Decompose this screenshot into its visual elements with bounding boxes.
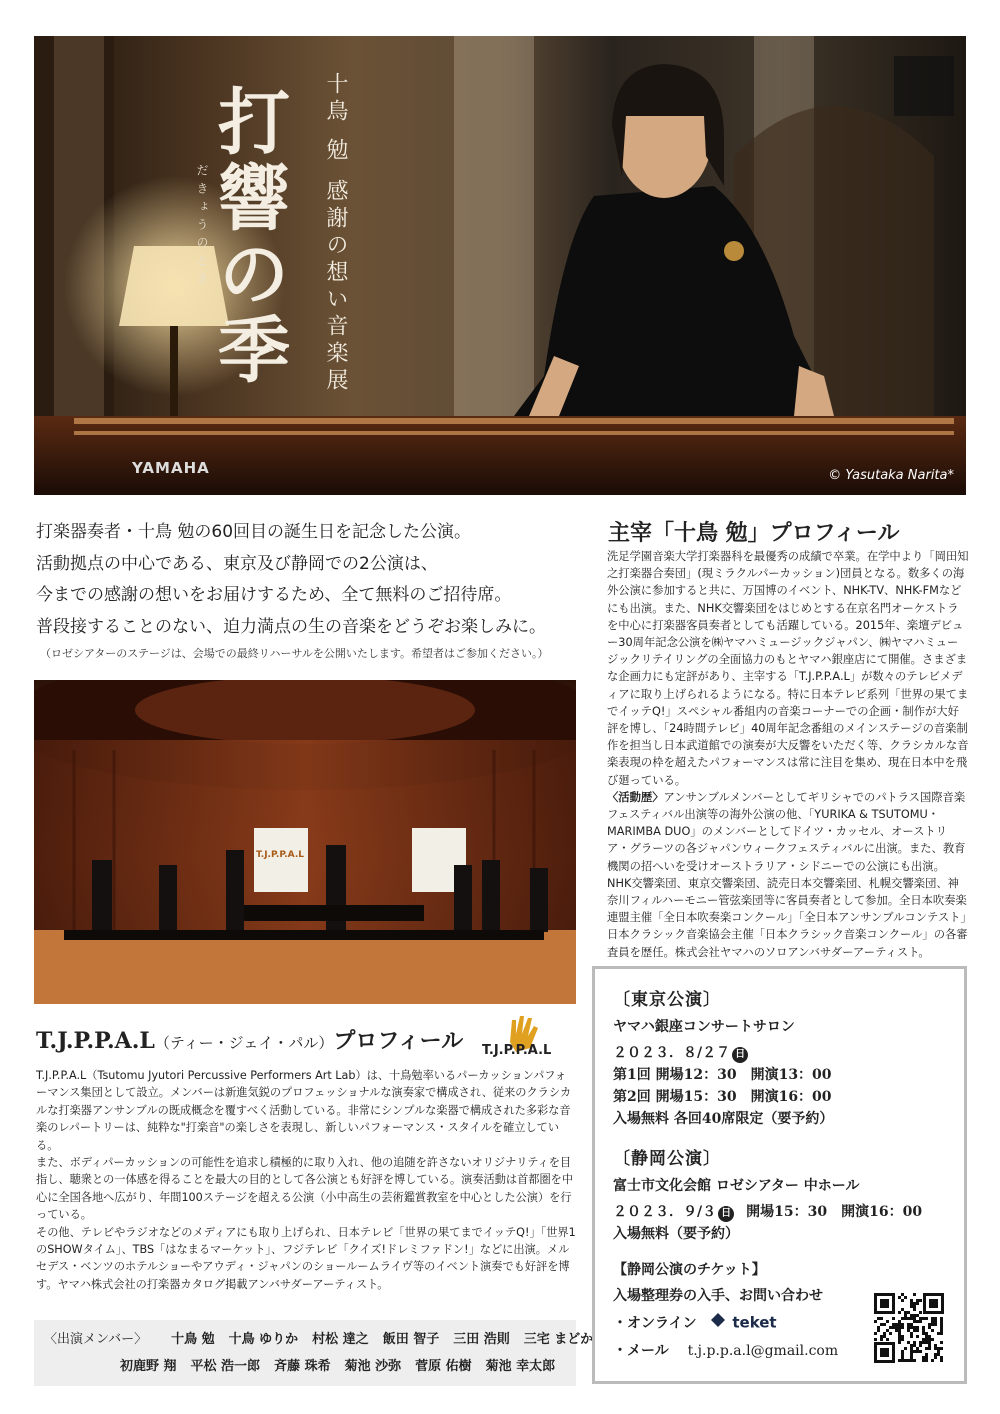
hero-background [34, 36, 966, 495]
hero-photo [34, 36, 966, 495]
hero-title-ruby: だきょうのとき [195, 164, 209, 290]
tokyo-venue: ヤマハ銀座コンサートサロン [613, 1019, 795, 1035]
event-info-box [592, 966, 967, 1384]
shizuoka-admission: 入場無料（要予約） [613, 1226, 739, 1242]
ticket-heading: 【静岡公演のチケット】 [613, 1262, 766, 1278]
qr-code-icon [874, 1293, 944, 1363]
ticket-online-label: ・オンライン [613, 1315, 697, 1332]
tjppal-title [36, 1024, 463, 1055]
rehearsal-note: （ロゼシアターのステージは、会場での最終リハーサルを公開いたします。希望者はご参加ください。） [40, 647, 549, 660]
tjppal-paragraph-1: T.J.P.P.A.L（Tsutomu Jyutori Percussive Performers Art Lab）は、十鳥勉率いるパーカッションパフォーマンス集団として設立。メンバーは新進気鋭のプロフェッショナルな演奏家で構成され、従来のクラシカルな打楽器アンサンブルの既成概念を覆すべく活動している。非常にシンプルな楽器で構成された多彩な音楽のレパートリーは、純粋な"打楽音"の楽しさを表現し、新しいパフォーマンス・スタイルを確立している。 [36, 1069, 572, 1152]
tjppal-logo-text: T.J.P.P.A.L [482, 1043, 552, 1058]
intro-line-4: 普段接することのない、迫力満点の生の音楽をどうぞお楽しみに。 [36, 617, 546, 637]
member-name: 初鹿野 翔 [120, 1359, 177, 1374]
intro-line-2: 活動拠点の中心である、東京及び静岡での2公演は、 [36, 554, 438, 574]
yamaha-logo: YAMAHA [132, 459, 210, 477]
shizuoka-day-badge: 日 [718, 1206, 734, 1222]
photo-credit: © Yasutaka Narita* [828, 468, 954, 483]
group-photo-banner: T.J.P.P.A.L [256, 850, 304, 860]
shizuoka-date [613, 1201, 946, 1223]
tjppal-title-main: T.J.P.P.A.L [36, 1028, 155, 1054]
profile-text [607, 548, 969, 961]
hero-subtitle-name: 十鳥 勉 [323, 72, 348, 165]
activity-text: アンサンブルメンバーとしてギリシャでのパトラス国際音楽フェスティバル出演等の海外公演の他、「YURIKA & TSUTOMU・MARIMBA DUO」のメンバーとしてドイツ・カッセル、オーストリア・グラーツの各ジャパンウィークフェスティバルに出演。また、教育機関の招へいを受けオーストラリア・シドニーでの公演にも出演。NHK交響楽団、東京交響楽団、読売日本交響楽団、札幌交響楽団、神奈川フィルハーモニー管弦楽団等に客員奏者として参加。全日本吹奏楽連盟主催「全日本吹奏楽コンクール」「全日本アンサンブルコンテスト」日本クラシック音楽協会主催「日本クラシック音楽コンクール」の各審査員を歴任。株式会社ヤマハのソロアンバサダーアーティスト。 [607, 790, 968, 959]
teket-logo-icon [709, 1311, 727, 1336]
member-name: 三田 浩則 [453, 1332, 510, 1347]
members-row-1 [44, 1328, 594, 1347]
group-photo-illustration [34, 680, 576, 1004]
member-name: 三宅 まどか [523, 1332, 594, 1347]
tokyo-date [613, 1042, 946, 1064]
ticket-email-link[interactable]: t.j.p.p.a.l@gmail.com [687, 1343, 839, 1359]
tjppal-profile-text [36, 1067, 576, 1293]
member-name: 菊池 幸太郎 [485, 1359, 556, 1374]
tokyo-heading: 〔東京公演〕 [613, 990, 721, 1010]
shizuoka-date-text: ２０２３．９/３ [613, 1204, 717, 1220]
member-name: 菊池 沙弥 [344, 1359, 402, 1374]
tjppal-paragraph-3: その他、テレビやラジオなどのメディアにも取り上げられ、日本テレビ「世界の果てまでイッテQ!」「世界1のSHOWタイム」、TBS「はなまるマーケット」、フジテレビ「クイズ!ドレミファドン!」などに出演。メルセデス・ベンツのホテルショーやアウディ・ジャパンのショールームライヴ等のイベント演奏でも好評を博す。ヤマハ株式会社の打楽器カタログ掲載アンバサダーアーティスト。 [36, 1225, 576, 1291]
profile-title: 主宰「十鳥 勉」プロフィール [608, 520, 900, 546]
tokyo-show-1: 第1回 開場12：30 開演13：00 [613, 1067, 832, 1083]
member-name: 菅原 佑樹 [415, 1359, 472, 1374]
ticket-description: 入場整理券の入手、お問い合わせ [613, 1288, 823, 1304]
hero-subtitle [320, 72, 351, 395]
member-name: 平松 浩一郎 [190, 1359, 261, 1374]
teket-link[interactable]: teket [732, 1313, 777, 1332]
member-name: 飯田 智子 [382, 1332, 440, 1347]
profile-paragraph-2 [607, 789, 969, 961]
tjppal-title-suffix: プロフィール [333, 1028, 464, 1054]
tokyo-date-text: ２０２３．８/２７ [613, 1045, 731, 1061]
members-label: 〈出演メンバー〉 [44, 1332, 148, 1347]
tjppal-logo [480, 1012, 572, 1062]
hero-subtitle-event: 感謝の想い音楽展 [323, 179, 348, 395]
intro-line-3: 今までの感謝の想いをお届けするため、全て無料のご招待席。 [36, 585, 512, 605]
hero-title: 打響の季 [206, 84, 291, 388]
group-photo [34, 680, 576, 1004]
tokyo-show-2: 第2回 開場15：30 開演16：00 [613, 1089, 832, 1105]
activity-label: 〈活動歴〉 [607, 790, 664, 804]
tokyo-admission: 入場無料 各回40席限定（要予約） [613, 1111, 834, 1127]
members-box [34, 1320, 594, 1386]
member-name: 十鳥 ゆりか [228, 1332, 299, 1347]
tjppal-title-reading: （ティー・ジェイ・パル） [154, 1034, 334, 1052]
intro-line-1: 打楽器奏者・十鳥 勉の60回目の誕生日を記念した公演。 [36, 522, 472, 542]
tjppal-paragraph-2: また、ボディパーカッションの可能性を追求し積極的に取り入れ、他の追随を許さないオリジナリティを目指し、聴衆との一体感を得ることを最大の目的として各公演とも好評を博している。演奏活動は首都圏を中心に全国各地へ広がり、年間100ステージを超える公演（小中高生の芸術鑑賞教室を中心とした公演）を行っている。 [36, 1156, 574, 1222]
tokyo-day-badge: 日 [732, 1047, 748, 1063]
member-name: 斉藤 珠希 [274, 1359, 331, 1374]
profile-paragraph-1: 洗足学園音楽大学打楽器科を最優秀の成績で卒業。在学中より「岡田知之打楽器合奏団」(現ミラクルパーカッション)団員となる。数多くの海外公演に参加すると共に、万国博のイベント、NHK-TV、NHK-FMなどにも出演。また、NHK交響楽団をはじめとする在京名門オーケストラを中心に打楽器客員奏者としても活躍している。2015年、楽壇デビュー30周年記念公演を㈱ヤマハミュージックジャパン、㈱ヤマハミュージックリテイリングの全面協力のもとヤマハ銀座店にて開催。さまざまな企画力にも定評があり、主宰する「T.J.P.P.A.L」が数々のテレビメディアに取り上げられるようになる。特に日本テレビ系列「世界の果てまでイッテQ!」スペシャル番組内の音楽コーナーでの企画・制作が大好評を博し、「24時間テレビ」40周年記念番組のメインステージの音楽制作を担当し日本武道館での演奏が大反響をいただく等、クラシカルな音楽表現の枠を超えたパフォーマンスは常に注目を集め、現在日本中を飛び廻っている。 [607, 550, 969, 787]
ticket-mail-label: ・メール [613, 1343, 669, 1359]
member-name: 十鳥 勉 [171, 1332, 215, 1347]
shizuoka-heading: 〔静岡公演〕 [613, 1149, 721, 1169]
members-row-2 [44, 1355, 566, 1374]
shizuoka-venue: 富士市文化会館 ロゼシアター 中ホール [613, 1178, 860, 1194]
member-name: 村松 達之 [312, 1332, 369, 1347]
qr-code[interactable] [874, 1293, 944, 1363]
shizuoka-time: 開場15：30 開演16：00 [746, 1204, 923, 1220]
